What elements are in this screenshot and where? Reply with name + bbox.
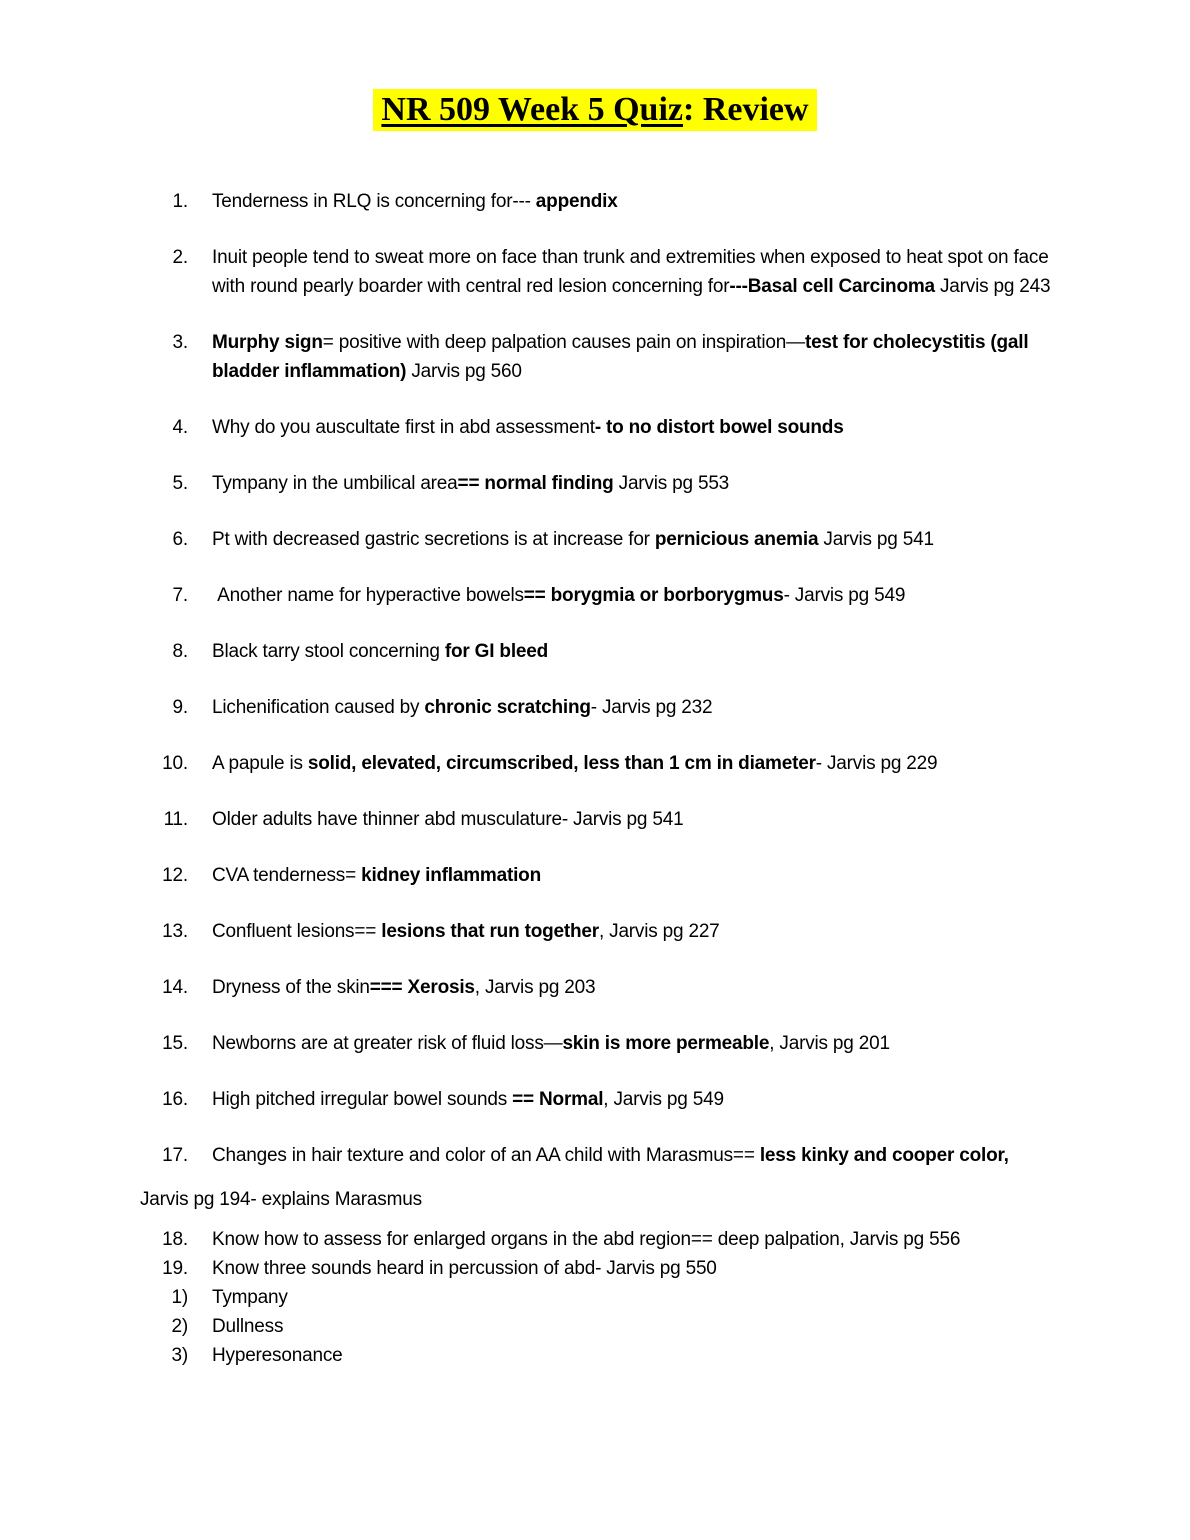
item-number: 12. xyxy=(162,864,188,886)
item-text: Pt with decreased gastric secretions is at increase for pernicious anemia Jarvis pg 541 xyxy=(212,528,934,550)
item-number: 9. xyxy=(172,696,188,718)
item-text: Confluent lesions== lesions that run together, Jarvis pg 227 xyxy=(212,920,720,942)
list-item xyxy=(162,973,1064,1002)
item-text: Black tarry stool concerning for GI bleed xyxy=(212,640,549,662)
list-item xyxy=(172,637,1064,666)
item-text: CVA tenderness= kidney inflammation xyxy=(212,864,541,886)
item-text: Know how to assess for enlarged organs in the abd region== deep palpation, Jarvis pg 556 xyxy=(212,1228,961,1250)
quiz-list-main xyxy=(162,187,1064,1170)
item-number: 8. xyxy=(172,640,188,662)
page-title xyxy=(373,89,816,131)
item-text: Lichenification caused by chronic scratching- Jarvis pg 232 xyxy=(212,696,713,718)
sub-item-number: 2) xyxy=(171,1315,188,1337)
list-item xyxy=(162,861,1064,890)
item-text: Tympany in the umbilical area== normal finding Jarvis pg 553 xyxy=(212,472,730,494)
item-text: Murphy sign= positive with deep palpation causes pain on inspiration—test for cholecystitis (gall bladder inflammation) Jarvis pg 560 xyxy=(212,331,1034,382)
quiz-sublist xyxy=(171,1283,1064,1370)
item-text: Inuit people tend to sweat more on face than trunk and extremities when exposed to heat spot on face with round pearly boarder with central red lesion concerning for---Basal cell Carcinoma Jarvis pg 243 xyxy=(212,246,1054,297)
list-item xyxy=(162,749,1064,778)
item-text: Tenderness in RLQ is concerning for--- appendix xyxy=(212,190,618,212)
item-number: 18. xyxy=(162,1228,188,1250)
list-item xyxy=(172,187,1064,216)
item-number: 11. xyxy=(163,808,188,830)
item-text: Know three sounds heard in percussion of abd- Jarvis pg 550 xyxy=(212,1257,717,1279)
title-container xyxy=(0,0,1190,154)
list-item xyxy=(162,1141,1064,1170)
list-item xyxy=(162,1254,1064,1283)
sub-item-text: Tympany xyxy=(212,1286,288,1308)
list-item xyxy=(172,581,1064,610)
item-number: 6. xyxy=(172,528,188,550)
list-item xyxy=(162,1085,1064,1114)
item-number: 10. xyxy=(162,752,188,774)
quiz-list-compact xyxy=(162,1225,1064,1283)
list-item xyxy=(162,1029,1064,1058)
item-number: 15. xyxy=(162,1032,188,1054)
item-number: 14. xyxy=(162,976,188,998)
list-item xyxy=(162,917,1064,946)
list-item xyxy=(172,469,1064,498)
sub-item-text: Hyperesonance xyxy=(212,1344,343,1366)
item-number: 13. xyxy=(162,920,188,942)
item-number: 3. xyxy=(172,331,188,353)
list-item xyxy=(172,328,1064,386)
item-number: 16. xyxy=(162,1088,188,1110)
item-text: Changes in hair texture and color of an AA child with Marasmus== less kinky and cooper color, xyxy=(212,1144,1009,1166)
item-text: Newborns are at greater risk of fluid loss—skin is more permeable, Jarvis pg 201 xyxy=(212,1032,890,1054)
item-text: A papule is solid, elevated, circumscribed, less than 1 cm in diameter- Jarvis pg 229 xyxy=(212,752,938,774)
item-text: Why do you auscultate first in abd assessment- to no distort bowel sounds xyxy=(212,416,844,438)
list-item xyxy=(172,525,1064,554)
list-item xyxy=(171,1312,1064,1341)
item-number: 7. xyxy=(172,584,188,606)
item-number: 5. xyxy=(172,472,188,494)
quiz-review-content xyxy=(140,187,1064,1370)
list-item xyxy=(172,413,1064,442)
item-text: High pitched irregular bowel sounds == Normal, Jarvis pg 549 xyxy=(212,1088,724,1110)
item-text: Dryness of the skin=== Xerosis, Jarvis pg 203 xyxy=(212,976,596,998)
list-item xyxy=(172,243,1064,301)
page-title-rest: : Review xyxy=(683,90,809,128)
item-text: Older adults have thinner abd musculature- Jarvis pg 541 xyxy=(212,808,684,830)
continuation-line: Jarvis pg 194- explains Marasmus xyxy=(140,1188,422,1210)
list-item xyxy=(163,805,1064,834)
item-number: 19. xyxy=(162,1257,188,1279)
page-title-underlined: NR 509 Week 5 Quiz xyxy=(381,90,684,128)
sub-item-number: 3) xyxy=(171,1344,188,1366)
list-item xyxy=(171,1283,1064,1312)
item-number: 2. xyxy=(172,246,188,268)
item-text: Another name for hyperactive bowels== borygmia or borborygmus- Jarvis pg 549 xyxy=(212,584,906,606)
list-item xyxy=(171,1341,1064,1370)
list-item xyxy=(162,1225,1064,1254)
item-number: 1. xyxy=(172,190,188,212)
list-item xyxy=(172,693,1064,722)
sub-item-text: Dullness xyxy=(212,1315,284,1337)
sub-item-number: 1) xyxy=(171,1286,188,1308)
item-number: 17. xyxy=(162,1144,188,1166)
item-number: 4. xyxy=(172,416,188,438)
